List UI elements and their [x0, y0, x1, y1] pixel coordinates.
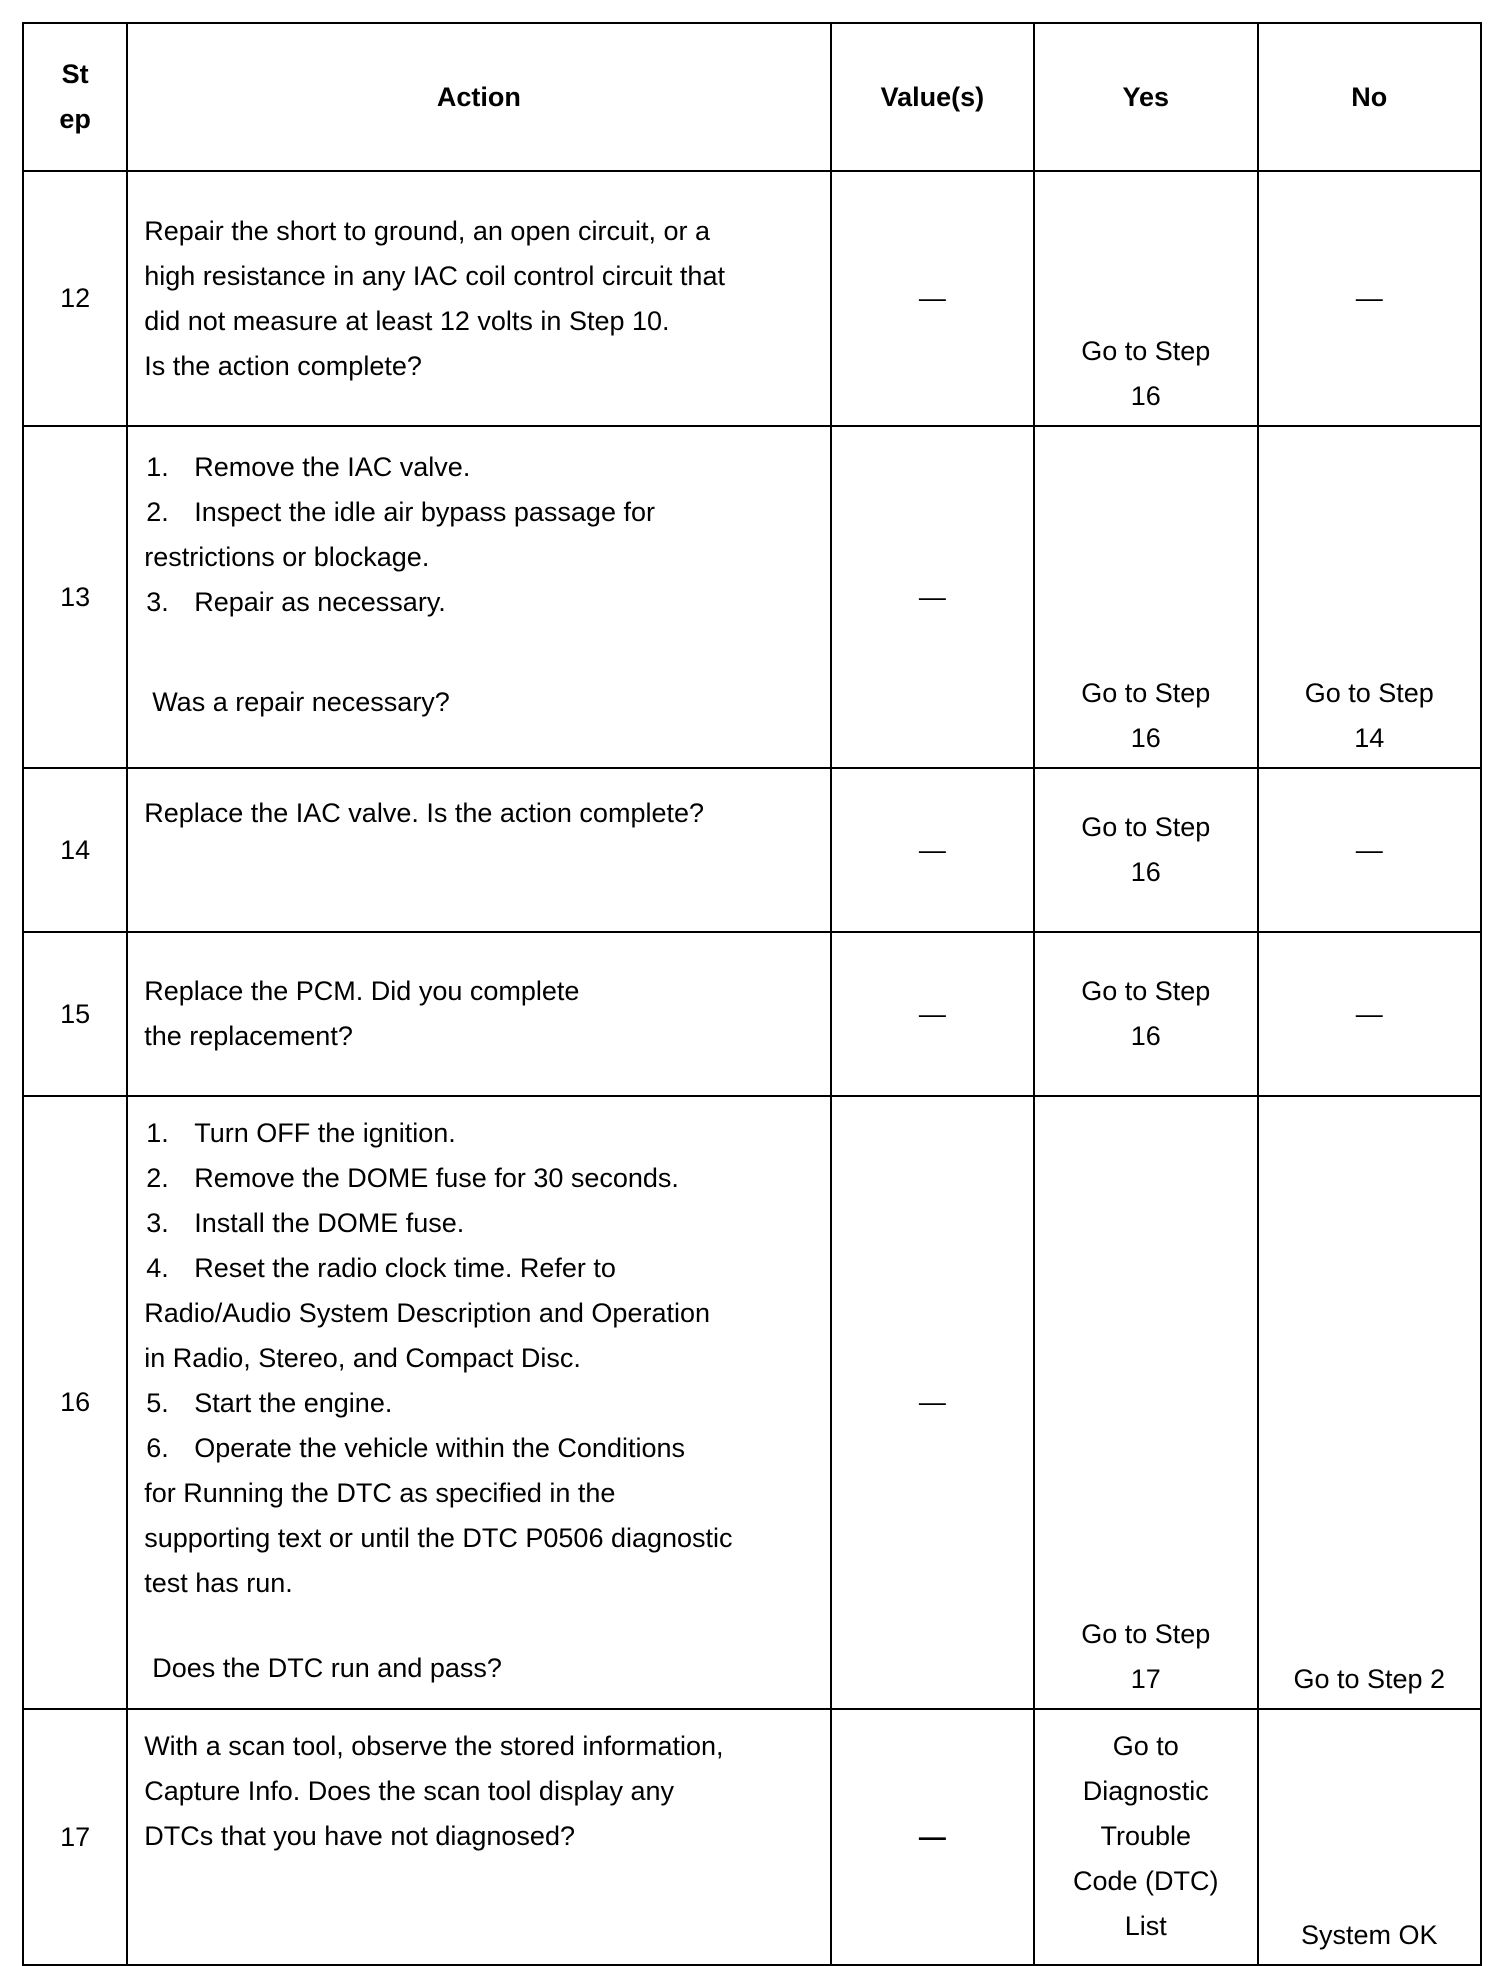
action-cell — [127, 426, 830, 768]
yes-text: Trouble — [1100, 1821, 1192, 1851]
table-row-step-13 — [23, 426, 1481, 768]
yes-text: 16 — [1130, 857, 1161, 887]
header-action: Action — [127, 23, 830, 171]
list-item: for Running the DTC as specified in the — [144, 1478, 616, 1508]
list-item: test has run. — [144, 1568, 293, 1598]
values-cell: — — [831, 1709, 1034, 1965]
yes-cell — [1034, 171, 1257, 426]
no-text: 14 — [1354, 723, 1385, 753]
step-number: 12 — [23, 171, 127, 426]
list-item: 4. Reset the radio clock time. Refer to — [146, 1253, 616, 1283]
action-text: Replace the PCM. Did you complete — [144, 976, 580, 1006]
table-row-step-16 — [23, 1096, 1481, 1709]
list-item: 3. Repair as necessary. — [146, 587, 446, 617]
step-number: 13 — [23, 426, 127, 768]
values-cell: — — [831, 426, 1034, 768]
step-number: 14 — [23, 768, 127, 932]
list-item: 5. Start the engine. — [146, 1388, 393, 1418]
list-item: restrictions or blockage. — [144, 542, 430, 572]
list-item: in Radio, Stereo, and Compact Disc. — [144, 1343, 581, 1373]
no-cell: — — [1258, 932, 1482, 1096]
action-text: Repair the short to ground, an open circuit, or a — [144, 215, 711, 246]
list-item: 6. Operate the vehicle within the Conditions — [146, 1433, 685, 1463]
action-text: Replace the IAC valve. Is the action complete? — [144, 798, 705, 828]
table-row-step-14 — [23, 768, 1481, 932]
yes-text: 17 — [1130, 1664, 1161, 1694]
yes-text: Go to Step — [1081, 336, 1211, 366]
yes-cell — [1034, 768, 1257, 932]
no-cell: System OK — [1258, 1709, 1482, 1965]
step-number: 17 — [23, 1709, 127, 1965]
yes-text: 16 — [1130, 723, 1161, 753]
list-item: 1. Remove the IAC valve. — [146, 452, 471, 482]
yes-cell — [1034, 932, 1257, 1096]
action-question: Does the DTC run and pass? — [152, 1653, 502, 1683]
yes-text: Go to Step — [1081, 976, 1211, 1006]
values-cell: — — [831, 1096, 1034, 1709]
list-item: Radio/Audio System Description and Operation — [144, 1298, 711, 1328]
yes-text: Diagnostic — [1082, 1776, 1209, 1806]
action-text: did not measure at least 12 volts in Step 10. — [144, 305, 670, 336]
yes-cell — [1034, 1096, 1257, 1709]
action-question: DTCs that you have not diagnosed? — [144, 1821, 575, 1851]
values-cell: — — [831, 932, 1034, 1096]
no-text: Go to Step — [1304, 678, 1434, 708]
list-item: supporting text or until the DTC P0506 diagnostic — [144, 1523, 733, 1553]
list-item: 1. Turn OFF the ignition. — [146, 1118, 456, 1148]
yes-text: Go to — [1112, 1731, 1179, 1761]
yes-text: Code (DTC) — [1073, 1866, 1219, 1896]
action-cell — [127, 768, 830, 932]
action-text: high resistance in any IAC coil control circuit that — [144, 260, 725, 291]
table-row-step-15 — [23, 932, 1481, 1096]
no-cell: — — [1258, 171, 1482, 426]
no-cell — [1258, 426, 1482, 768]
header-yes: Yes — [1034, 23, 1257, 171]
step-number: 15 — [23, 932, 127, 1096]
header-step: St ep — [23, 23, 127, 171]
action-question: Was a repair necessary? — [152, 687, 450, 717]
yes-text: Go to Step — [1081, 812, 1211, 842]
step-number: 16 — [23, 1096, 127, 1709]
list-item: 2. Remove the DOME fuse for 30 seconds. — [146, 1163, 679, 1193]
action-cell — [127, 1709, 830, 1965]
values-cell: — — [831, 171, 1034, 426]
action-question: Is the action complete? — [144, 350, 422, 381]
action-cell — [127, 1096, 830, 1709]
list-item: 2. Inspect the idle air bypass passage for — [146, 497, 655, 527]
header-row — [23, 23, 1481, 171]
action-cell — [127, 932, 830, 1096]
table-row-step-17 — [23, 1709, 1481, 1965]
action-cell — [127, 171, 830, 426]
action-text: With a scan tool, observe the stored information, — [144, 1731, 724, 1761]
diagnostic-table — [22, 22, 1482, 1966]
header-values: Value(s) — [831, 23, 1034, 171]
no-cell: Go to Step 2 — [1258, 1096, 1482, 1709]
yes-text: List — [1124, 1911, 1167, 1941]
no-cell: — — [1258, 768, 1482, 932]
table-row-step-12 — [23, 171, 1481, 426]
list-item: 3. Install the DOME fuse. — [146, 1208, 465, 1238]
yes-text: 16 — [1130, 1021, 1161, 1051]
yes-cell — [1034, 426, 1257, 768]
action-text: the replacement? — [144, 1021, 353, 1051]
yes-text: Go to Step — [1081, 678, 1211, 708]
values-cell: — — [831, 768, 1034, 932]
yes-text: Go to Step — [1081, 1619, 1211, 1649]
yes-text: 16 — [1130, 381, 1161, 411]
action-text: Capture Info. Does the scan tool display any — [144, 1776, 675, 1806]
yes-cell — [1034, 1709, 1257, 1965]
header-no: No — [1258, 23, 1482, 171]
